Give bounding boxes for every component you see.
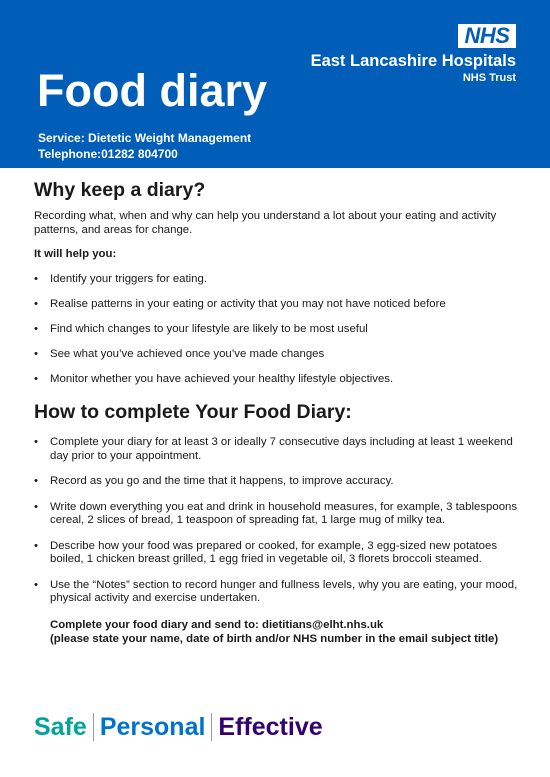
instructions-list (34, 436, 518, 606)
list-item: • Write down everything you eat and drink in household measures, for example, 3 tablespoons cereal, 2 slices of bread, 1 teaspoon of spreading fat, 1 large mug of milky tea. (34, 501, 518, 528)
nhs-logo-text: NHS (464, 23, 510, 48)
send-note: (please state your name, date of birth and/or NHS number in the email subject title) (50, 632, 499, 645)
send-instructions (50, 618, 518, 646)
footer-divider (93, 713, 94, 741)
footer-word-effective: Effective (218, 713, 323, 741)
list-item: • Describe how your food was prepared or cooked, for example, 3 egg-sized new potatoes boiled, 1 chicken breast grilled, 1 egg fried in vegetable oil, 3 florets broccoli steamed. (34, 540, 518, 567)
section-heading-how: How to complete Your Food Diary: (34, 401, 352, 423)
list-item: • Monitor whether you have achieved your healthy lifestyle objectives. (34, 372, 518, 386)
helps-subheading: It will help you: (34, 248, 117, 260)
service-info (38, 130, 251, 162)
benefits-list (34, 272, 518, 386)
footer-word-safe: Safe (34, 713, 87, 741)
service-line: Service: Dietetic Weight Management (38, 131, 252, 145)
list-item: • Record as you go and the time that it happens, to improve accuracy. (34, 475, 518, 489)
header-banner (0, 0, 550, 168)
send-line: Complete your food diary and send to: dietitians@elht.nhs.uk (50, 618, 384, 631)
footer-word-personal: Personal (99, 713, 206, 741)
telephone-line: Telephone:01282 804700 (38, 147, 178, 161)
list-item: • Realise patterns in your eating or activity that you may not have noticed before (34, 297, 518, 311)
page-title: Food diary (37, 65, 268, 116)
footer-values (34, 712, 323, 742)
list-item: • Use the “Notes” section to record hunger and fullness levels, why you are eating, your mood, physical activity and exercise undertaken. (34, 579, 518, 606)
list-item: • See what you’ve achieved once you’ve made changes (34, 347, 518, 361)
list-item: • Complete your diary for at least 3 or ideally 7 consecutive days including at least 1 weekend day prior to your appointment. (34, 436, 518, 463)
nhs-logo (458, 24, 516, 48)
list-item: • Identify your triggers for eating. (34, 272, 518, 286)
list-item: • Find which changes to your lifestyle are likely to be most useful (34, 322, 518, 336)
intro-paragraph: Recording what, when and why can help you understand a lot about your eating and activity patterns, and areas for change. (34, 210, 497, 236)
footer-divider (211, 713, 212, 741)
main-content (34, 178, 518, 646)
organisation-name: East Lancashire Hospitals (310, 52, 516, 70)
organisation-subtitle: NHS Trust (462, 72, 516, 84)
section-heading-why: Why keep a diary? (34, 179, 206, 201)
